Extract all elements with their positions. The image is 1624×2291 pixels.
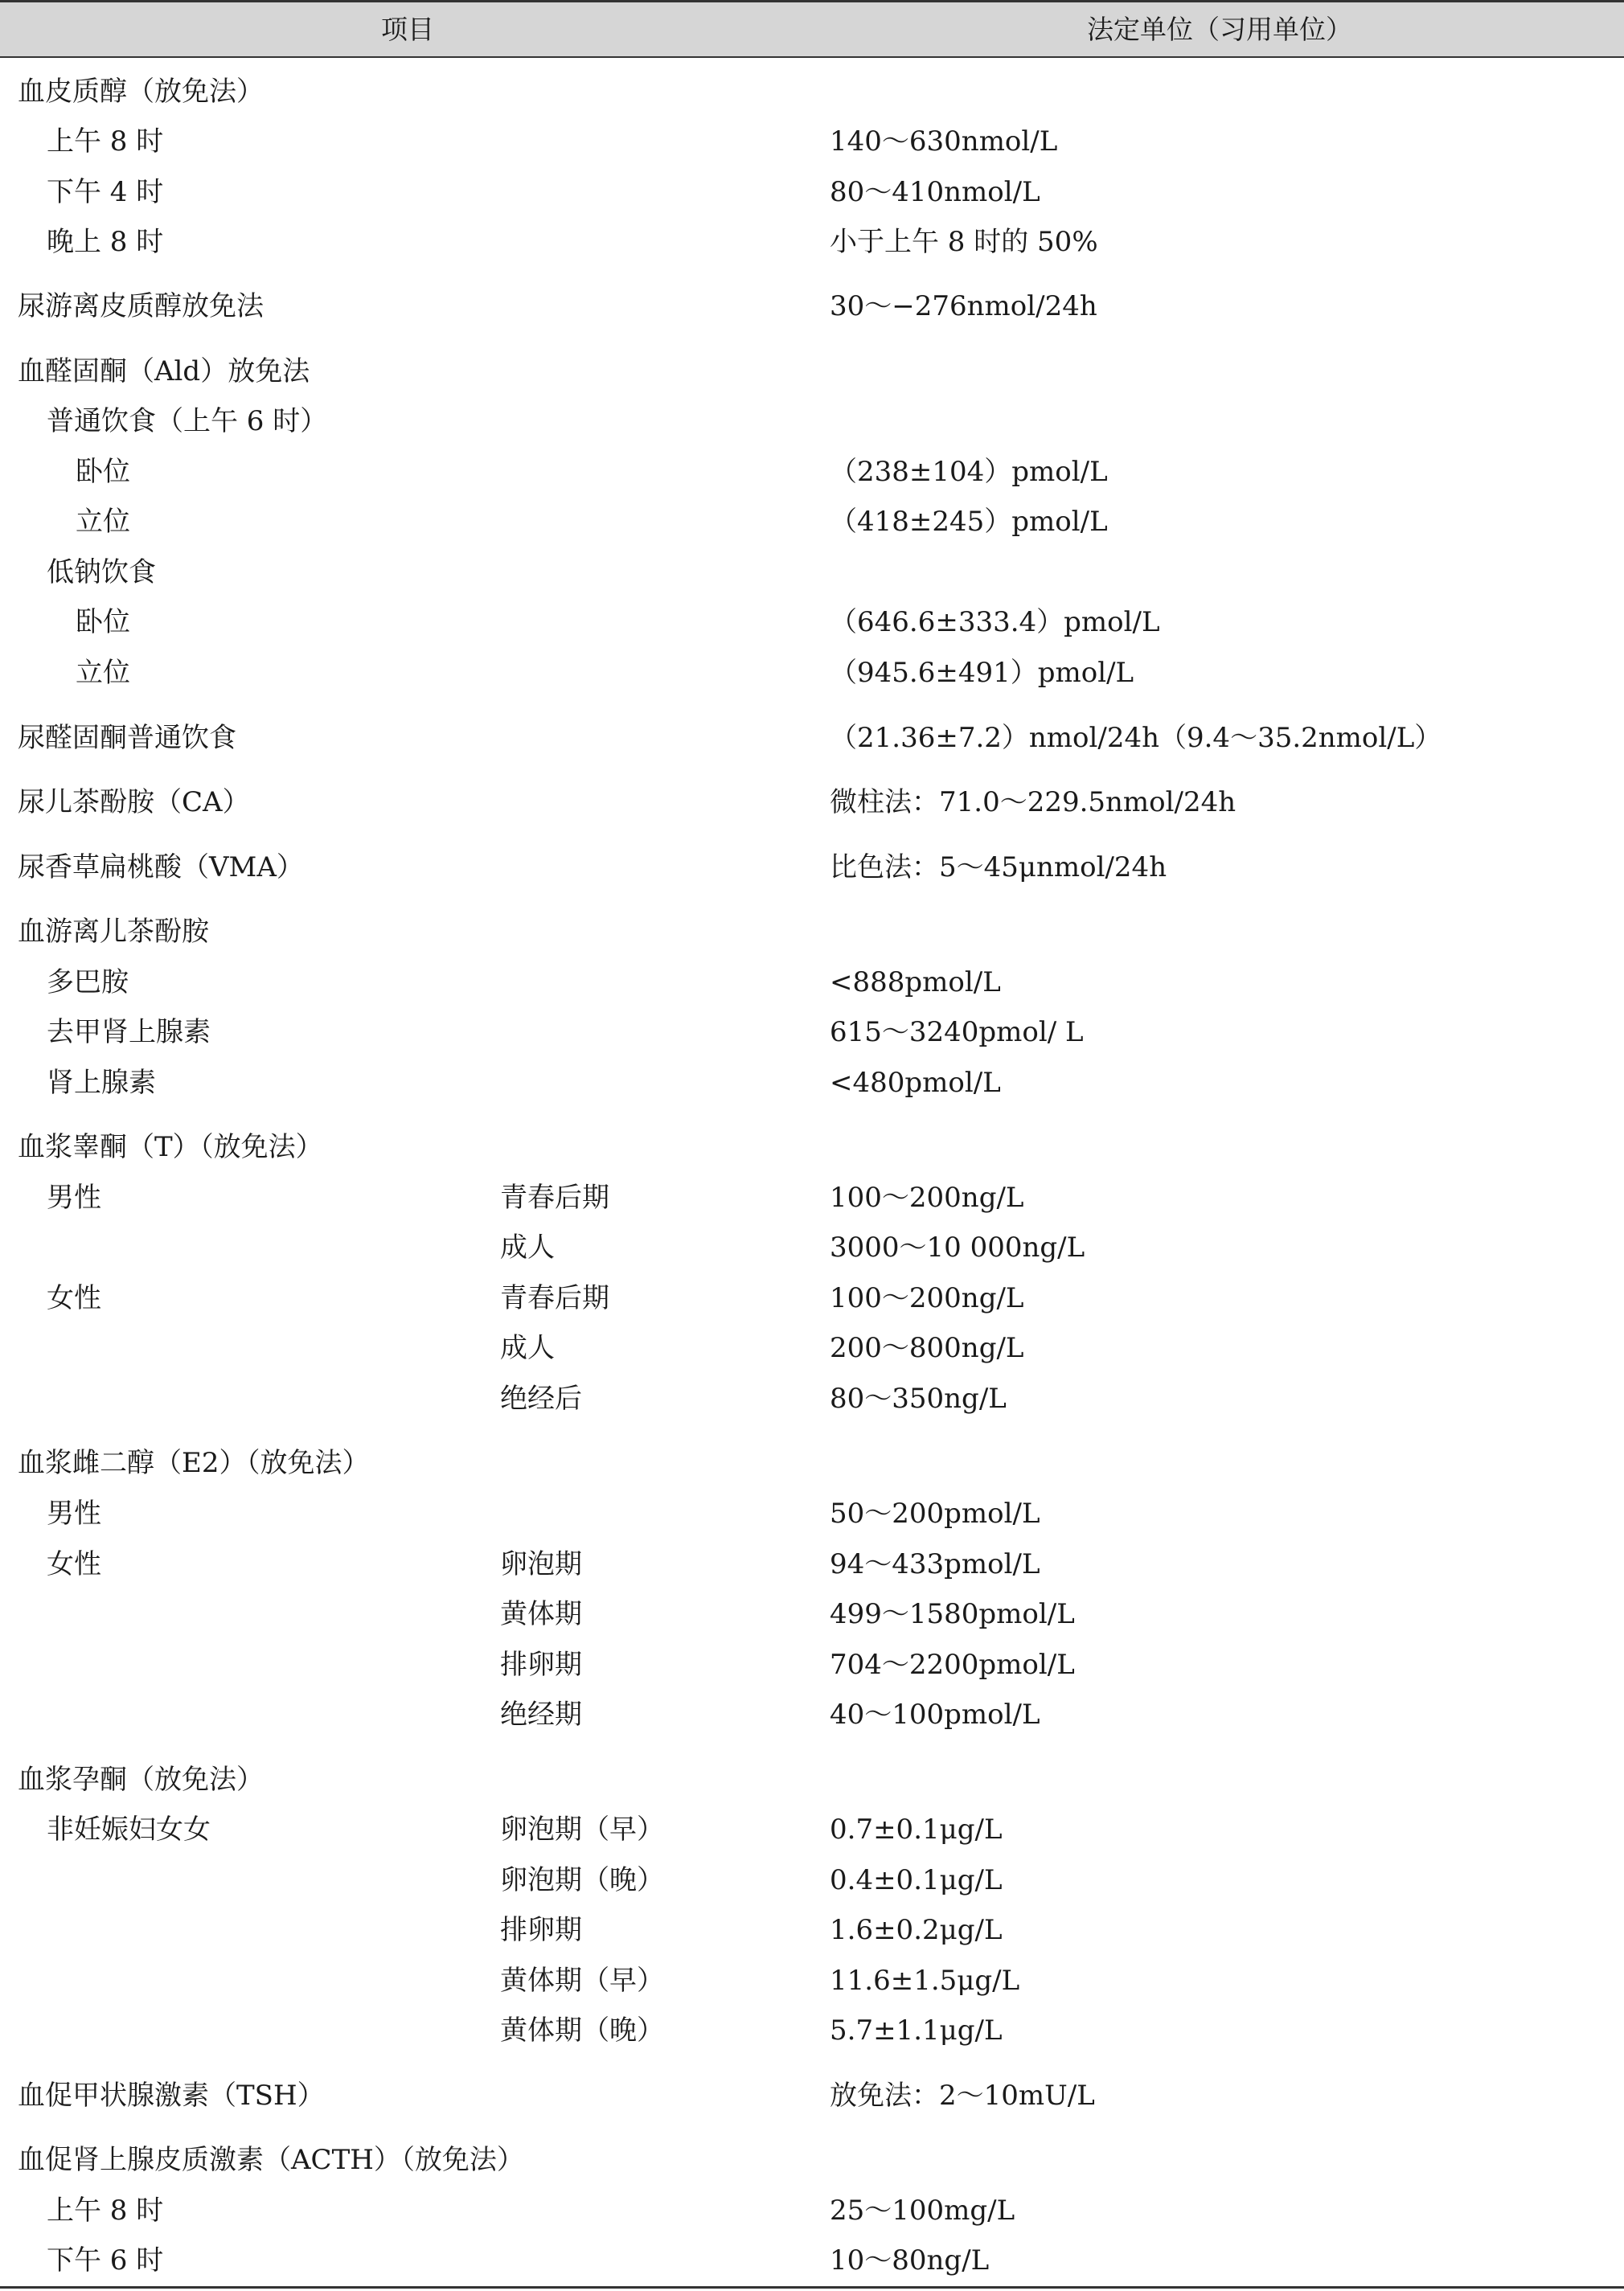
row-label: 男性: [47, 1182, 101, 1214]
row-value: 0.7±0.1μg/L: [830, 1814, 1003, 1846]
row-label: 卧位: [76, 456, 130, 488]
row-value: 80～410nmol/L: [830, 176, 1040, 208]
row-label: 血促肾上腺皮质激素（ACTH）（放免法）: [18, 2144, 524, 2176]
table-row: [0, 777, 1624, 827]
header-item: 项目: [381, 14, 434, 45]
row-label: 肾上腺素: [47, 1067, 156, 1099]
row-label: 男性: [47, 1498, 101, 1530]
table-row: [0, 1122, 1624, 1172]
row-value: （21.36±7.2）nmol/24h（9.4～35.2nmol/L）: [830, 722, 1442, 754]
row-value: 25～100mg/L: [830, 2195, 1015, 2227]
table-row: [0, 2071, 1624, 2121]
table-row: [0, 907, 1624, 957]
table-row: [0, 2135, 1624, 2185]
row-value: 80～350ng/L: [830, 1383, 1007, 1415]
row-value: 10～80ng/L: [830, 2244, 990, 2277]
table-row: [0, 396, 1624, 446]
row-value: 40～100pmol/L: [830, 1699, 1040, 1731]
table-row: [0, 217, 1624, 267]
row-value: （646.6±333.4）pmol/L: [830, 606, 1160, 638]
row-label: 血浆孕酮（放免法）: [18, 1764, 264, 1796]
table-row: [0, 1173, 1624, 1223]
row-label: 上午 8 时: [47, 2195, 164, 2227]
table-row: [0, 1755, 1624, 1805]
header-unit: 法定单位（习用单位）: [1087, 14, 1352, 45]
row-subgroup: 黄体期（早）: [500, 1965, 664, 1997]
row-label: 血醛固酮（Ald）放免法: [18, 355, 310, 387]
table-bottom-rule: [0, 2286, 1624, 2289]
table-row: [0, 2186, 1624, 2236]
row-label: 非妊娠妇女女: [47, 1814, 211, 1846]
row-value: 100～200ng/L: [830, 1282, 1024, 1314]
row-subgroup: 黄体期（晚）: [500, 2014, 664, 2047]
row-value: 比色法：5～45μnmol/24h: [830, 851, 1167, 883]
row-label: 晚上 8 时: [47, 226, 164, 258]
table-row: [0, 2236, 1624, 2285]
row-subgroup: 成人: [500, 1332, 555, 1364]
row-label: 卧位: [76, 606, 130, 638]
row-value: 3000～10 000ng/L: [830, 1232, 1085, 1264]
row-subgroup: 卵泡期（早）: [500, 1814, 664, 1846]
row-label: 尿醛固酮普通饮食: [18, 722, 236, 754]
table-row: [0, 1589, 1624, 1639]
table-row: [0, 1374, 1624, 1424]
table-row: [0, 1956, 1624, 2006]
row-value: （418±245）pmol/L: [830, 506, 1108, 538]
row-label: 下午 6 时: [47, 2244, 164, 2277]
row-value: 1.6±0.2μg/L: [830, 1914, 1003, 1946]
row-label: 普通饮食（上午 6 时）: [47, 405, 328, 437]
row-label: 去甲肾上腺素: [47, 1016, 211, 1048]
row-label: 血促甲状腺激素（TSH）: [18, 2080, 325, 2112]
table-header: [0, 0, 1624, 58]
row-value: 11.6±1.5μg/L: [830, 1965, 1020, 1997]
row-subgroup: 排卵期: [500, 1914, 582, 1946]
row-value: （238±104）pmol/L: [830, 456, 1108, 488]
table-row: [0, 497, 1624, 547]
table-row: [0, 1805, 1624, 1855]
row-value: 微柱法：71.0～229.5nmol/24h: [830, 786, 1236, 818]
row-value: 30～−276nmol/24h: [830, 290, 1097, 322]
row-value: 94～433pmol/L: [830, 1548, 1040, 1580]
table-row: [0, 1273, 1624, 1323]
row-label: 血皮质醇（放免法）: [18, 76, 264, 108]
table-row: [0, 1539, 1624, 1589]
row-subgroup: 绝经后: [500, 1383, 582, 1415]
row-label: 低钠饮食: [47, 556, 156, 588]
table-row: [0, 547, 1624, 597]
row-label: 血浆睾酮（T）（放免法）: [18, 1131, 323, 1163]
row-label: 立位: [76, 657, 130, 689]
row-value: 615～3240pmol/ L: [830, 1016, 1084, 1048]
row-subgroup: 青春后期: [500, 1282, 609, 1314]
row-value: 200～800ng/L: [830, 1332, 1024, 1364]
row-value: <480pmol/L: [830, 1067, 1001, 1099]
row-value: （945.6±491）pmol/L: [830, 657, 1134, 689]
table-row: [0, 1855, 1624, 1905]
table-row: [0, 1223, 1624, 1273]
table-row: [0, 1905, 1624, 1955]
row-label: 下午 4 时: [47, 176, 164, 208]
row-value: 5.7±1.1μg/L: [830, 2014, 1003, 2047]
table-row: [0, 713, 1624, 763]
row-subgroup: 黄体期: [500, 1598, 582, 1630]
row-subgroup: 绝经期: [500, 1699, 582, 1731]
table-row: [0, 957, 1624, 1007]
row-label: 尿游离皮质醇放免法: [18, 290, 264, 322]
row-label: 女性: [47, 1548, 101, 1580]
table-row: [0, 281, 1624, 331]
table-row: [0, 1640, 1624, 1690]
row-value: 50～200pmol/L: [830, 1498, 1040, 1530]
table-row: [0, 1058, 1624, 1108]
row-label: 多巴胺: [47, 966, 129, 998]
row-value: 0.4±0.1μg/L: [830, 1864, 1003, 1896]
table-row: [0, 346, 1624, 396]
row-label: 女性: [47, 1282, 101, 1314]
row-value: 放免法：2～10mU/L: [830, 2080, 1095, 2112]
row-subgroup: 青春后期: [500, 1182, 609, 1214]
row-subgroup: 卵泡期（晚）: [500, 1864, 664, 1896]
table-row: [0, 648, 1624, 698]
table-row: [0, 1489, 1624, 1539]
row-label: 血游离儿茶酚胺: [18, 916, 209, 948]
row-value: <888pmol/L: [830, 966, 1001, 998]
row-label: 上午 8 时: [47, 125, 164, 158]
row-value: 499～1580pmol/L: [830, 1598, 1075, 1630]
table-row: [0, 1323, 1624, 1373]
row-label: 立位: [76, 506, 130, 538]
table-row: [0, 447, 1624, 497]
row-value: 小于上午 8 时的 50%: [830, 226, 1098, 258]
row-value: 100～200ng/L: [830, 1182, 1024, 1214]
table-row: [0, 117, 1624, 166]
table-row: [0, 842, 1624, 892]
table-row: [0, 2006, 1624, 2055]
row-value: 140～630nmol/L: [830, 125, 1058, 158]
table-row: [0, 167, 1624, 217]
row-value: 704～2200pmol/L: [830, 1649, 1075, 1681]
row-subgroup: 卵泡期: [500, 1548, 582, 1580]
table-row: [0, 1690, 1624, 1740]
row-label: 尿香草扁桃酸（VMA）: [18, 851, 304, 883]
row-subgroup: 排卵期: [500, 1649, 582, 1681]
row-label: 尿儿茶酚胺（CA）: [18, 786, 250, 818]
table-row: [0, 67, 1624, 117]
table-row: [0, 597, 1624, 647]
table-row: [0, 1007, 1624, 1057]
row-subgroup: 成人: [500, 1232, 555, 1264]
row-label: 血浆雌二醇（E2）（放免法）: [18, 1447, 370, 1479]
table-row: [0, 1438, 1624, 1488]
